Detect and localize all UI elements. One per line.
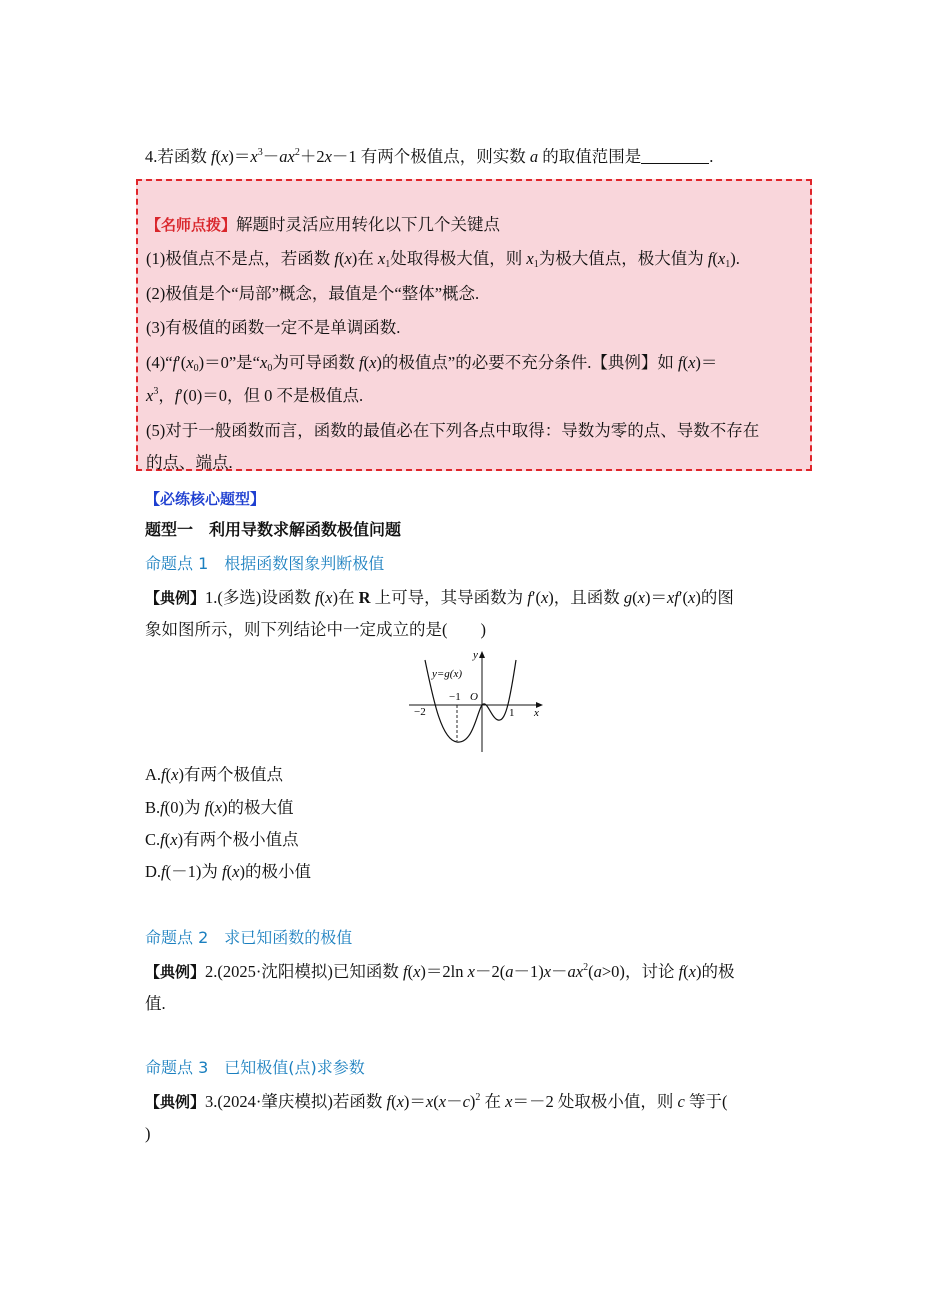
example-3-cont: )	[145, 1124, 151, 1143]
example-2: 【典例】2.(2025·沈阳模拟)已知函数 f(x)＝2ln $x-2(a-1)x-ax^2(a>0)$，讨论 f(x)的极	[145, 962, 735, 981]
q4-number: 4.	[145, 147, 158, 166]
tick-minus-2: −2	[414, 706, 426, 718]
y-axis-label: y	[473, 649, 478, 661]
q4-var-a: a	[529, 147, 539, 166]
example-label: 【典例】	[145, 1093, 206, 1111]
tip-item-4-cont: $x^3$，f′(0)＝0，但 0 不是极值点.	[146, 386, 364, 405]
example-2-cont: 值.	[145, 994, 166, 1013]
type-1-heading: 题型一 利用导数求解函数极值问题	[145, 520, 402, 539]
tip-item-4: $(4)“f'(x_0)=0$”是“$x_0$为可导函数 f(x)的极值点”的必要不充分条件.【典例】如 f(x)＝	[146, 353, 718, 374]
curve-label: y=g(x)	[432, 668, 463, 680]
example-label: 【典例】	[145, 589, 206, 607]
q4-answer-blank[interactable]	[641, 149, 709, 164]
option-d[interactable]: D.f(－1)为 f(x)的极小值	[145, 862, 311, 881]
point-1-title: 命题点 1 根据函数图象判断极值	[145, 554, 385, 573]
q4-text-pre: 若函数	[157, 147, 211, 166]
tip-item-3: (3)有极值的函数一定不是单调函数.	[146, 318, 401, 337]
option-b[interactable]: B.f(0)为 f(x)的极大值	[145, 798, 294, 817]
tip-intro: 【名师点拨】解题时灵活应用转化以下几个关键点	[146, 215, 501, 234]
option-a[interactable]: A.f(x)有两个极值点	[145, 765, 283, 784]
function-graph	[405, 648, 550, 758]
teacher-tip-box	[136, 179, 812, 471]
example-label: 【典例】	[145, 963, 206, 981]
point-2-title: 命题点 2 求已知函数的极值	[145, 928, 353, 947]
tip-item-5-cont: 的点、端点.	[146, 453, 233, 472]
tip-item-5: (5)对于一般函数而言，函数的最值必在下列各点中取得：导数为零的点、导数不存在	[146, 421, 760, 440]
tip-tag: 【名师点拨】	[146, 216, 237, 234]
option-c[interactable]: C.f(x)有两个极小值点	[145, 830, 299, 849]
example-3: 【典例】3.(2024·肇庆模拟)若函数 $f(x)=x(x-c)^2$ 在 x＝－2 处取极小值，则 c 等于(	[145, 1092, 728, 1111]
tick-minus-1: −1	[449, 691, 461, 703]
example-1-cont: 象如图所示，则下列结论中一定成立的是( )	[145, 620, 486, 639]
tick-1: 1	[509, 707, 515, 719]
tip-item-2: (2)极值是个“局部”概念，最值是个“整体”概念.	[146, 284, 480, 303]
point-3-title: 命题点 3 已知极值(点)求参数	[145, 1058, 365, 1077]
q4-text-post: 有两个极值点，则实数	[356, 147, 530, 166]
example-1: 【典例】1.(多选)设函数 f(x)在 R 上可导，其导函数为 f′(x)，且函数 g(x)＝xf′(x)的图	[145, 588, 734, 607]
x-axis-label: x	[534, 707, 539, 719]
origin-label: O	[470, 691, 478, 703]
y-axis-arrow	[479, 651, 485, 658]
question-4: 4.若函数 $f(x)=x^3-ax^2+2x-1$ 有两个极值点，则实数 a 的取值范围是 .	[145, 147, 714, 166]
q4-text-tail: 的取值范围是	[538, 147, 642, 166]
tip-item-1: (1)极值点不是点，若函数 f(x)在 $x_1$处取得极大值，则 $x_1$为极大值点，极大值为 $f(x_1)$.	[146, 249, 740, 270]
core-tag: 【必练核心题型】	[145, 490, 266, 508]
